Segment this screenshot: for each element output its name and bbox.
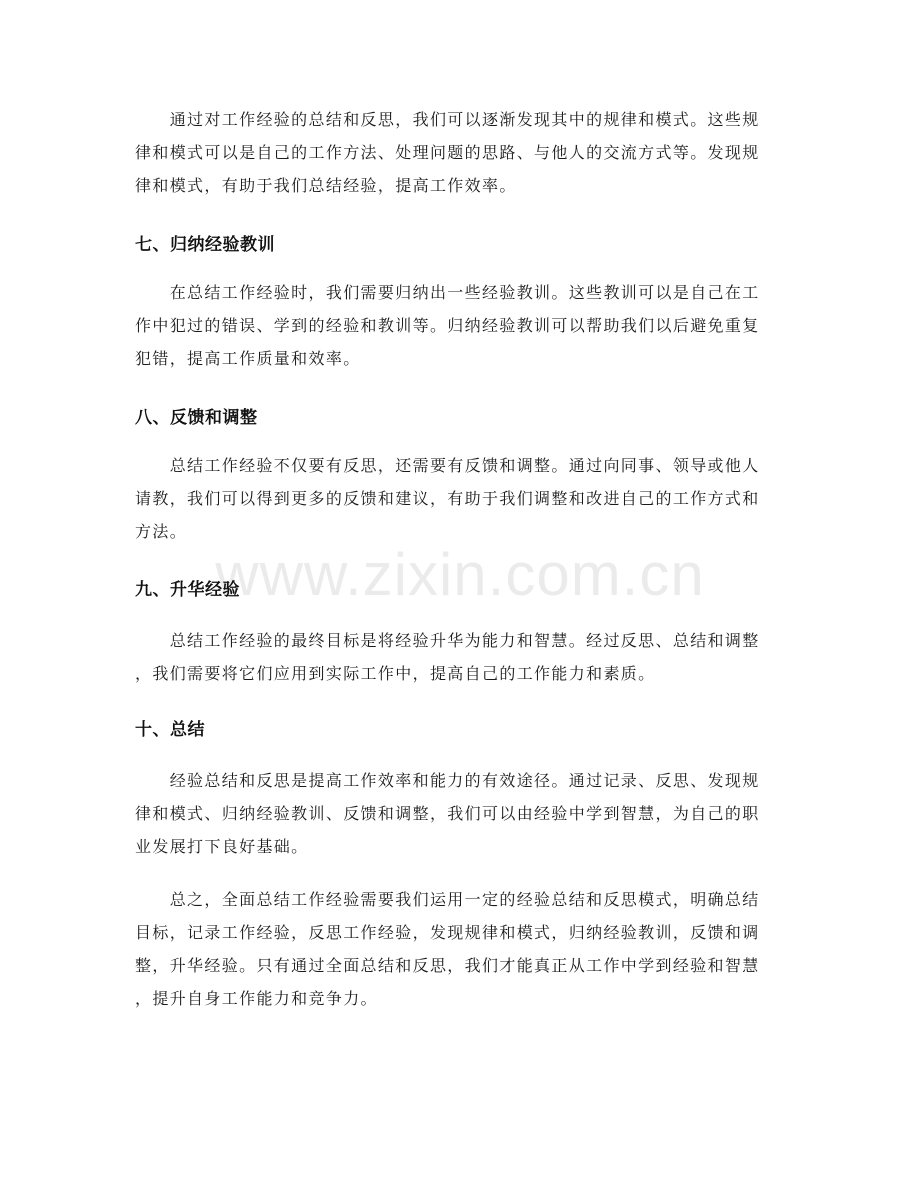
text-line: 犯错，提高工作质量和效率。 xyxy=(135,349,361,368)
text-line: 目标，记录工作经验，反思工作经验，发现规律和模式，归纳经验教训，反馈和调 xyxy=(135,923,760,942)
paragraph-lessons xyxy=(135,276,785,375)
section-heading-8: 八、反馈和调整 xyxy=(135,408,258,428)
paragraph-feedback xyxy=(135,449,785,548)
paragraph-summary xyxy=(135,764,785,863)
text-line: 请教，我们可以得到更多的反馈和建议，有助于我们调整和改进自己的工作方式和 xyxy=(135,489,760,508)
paragraph-patterns xyxy=(135,103,785,202)
text-line: 通过对工作经验的总结和反思，我们可以逐渐发现其中的规律和模式。这些规 xyxy=(135,110,760,129)
paragraph-sublimate xyxy=(135,624,785,690)
text-line: ，我们需要将它们应用到实际工作中，提高自己的工作能力和素质。 xyxy=(135,664,656,683)
section-heading-7: 七、归纳经验教训 xyxy=(135,235,275,255)
text-line: 律和模式可以是自己的工作方法、处理问题的思路、与他人的交流方式等。发现规 xyxy=(135,143,760,162)
text-line: 方法。 xyxy=(135,522,188,541)
text-line: 总结工作经验不仅要有反思，还需要有反馈和调整。通过向同事、领导或他人 xyxy=(135,456,760,475)
section-heading-10: 十、总结 xyxy=(135,720,205,740)
text-line: 律和模式，有助于我们总结经验，提高工作效率。 xyxy=(135,176,517,195)
section-heading-9: 九、升华经验 xyxy=(135,580,240,600)
paragraph-conclusion xyxy=(135,883,785,1015)
text-line: ，提升自身工作能力和竞争力。 xyxy=(135,989,378,1008)
text-line: 整，升华经验。只有通过全面总结和反思，我们才能真正从工作中学到经验和智慧 xyxy=(135,956,760,975)
text-line: 总结工作经验的最终目标是将经验升华为能力和智慧。经过反思、总结和调整 xyxy=(135,631,760,650)
text-line: 在总结工作经验时，我们需要归纳出一些经验教训。这些教训可以是自己在工 xyxy=(135,283,760,302)
text-line: 总之，全面总结工作经验需要我们运用一定的经验总结和反思模式，明确总结 xyxy=(135,890,760,909)
text-line: 律和模式、归纳经验教训、反馈和调整，我们可以由经验中学到智慧，为自己的职 xyxy=(135,804,760,823)
text-line: 经验总结和反思是提高工作效率和能力的有效途径。通过记录、反思、发现规 xyxy=(135,771,760,790)
text-line: 业发展打下良好基础。 xyxy=(135,837,309,856)
text-line: 作中犯过的错误、学到的经验和教训等。归纳经验教训可以帮助我们以后避免重复 xyxy=(135,316,760,335)
watermark: www.zixin.com.cn xyxy=(215,541,705,608)
